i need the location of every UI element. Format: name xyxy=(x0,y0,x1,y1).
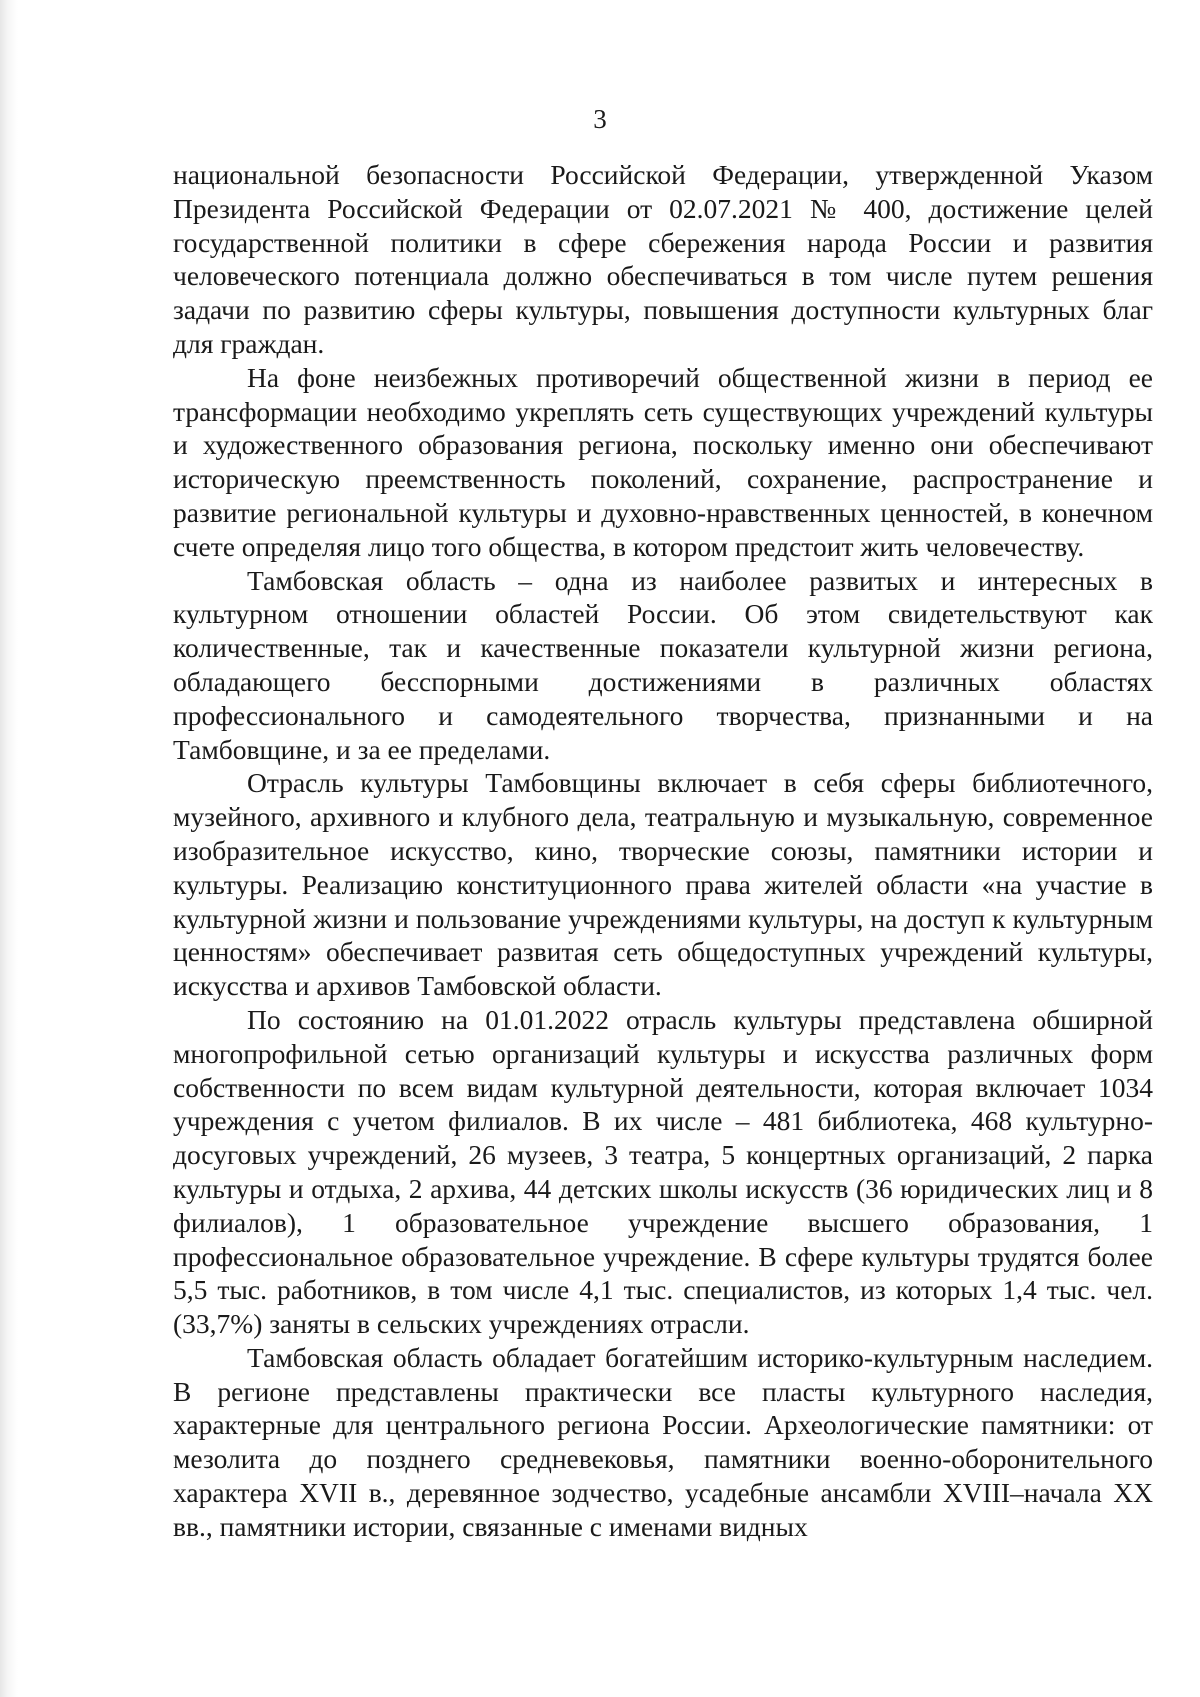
paragraph-tambov-region: Тамбовская область – одна из наиболее развитых и интересных в культурном отношении областей России. Об этом свидетельствуют как количественные, так и качественные показатели культурной жизни региона, обладающего бесспорными достижениями в различных областях профессионального и самодеятельного творчества, признанными и на Тамбовщине, и за ее пределами. xyxy=(173,564,1153,765)
paragraph-culture-sector: Отрасль культуры Тамбовщины включает в себя сферы библиотечного, музейного, архивного и клубного дела, театральную и музыкальную, современное изобразительное искусство, кино, творческие союзы, памятники истории и культуры. Реализацию конституционного права жителей области «на участие в культурной жизни и пользование учреждениями культуры, на доступ к культурным ценностям» обеспечивает развитая сеть общедоступных учреждений культуры, искусства и архивов Тамбовской области. xyxy=(173,767,1153,1002)
paragraph-heritage: Тамбовская область обладает богатейшим историко-культурным наследием. В регионе представлены практически все пласты культурного наследия, характерные для центрального региона России. Археологические памятники: от мезолита до позднего средневековья, памятники военно-оборонительного характера XVII в., деревянное зодчество, усадебные ансамбли XVIII–начала XX вв., памятники истории, связанные с именами видных xyxy=(173,1341,1153,1542)
paragraph-statistics: По состоянию на 01.01.2022 отрасль культуры представлена обширной многопрофильной сетью организаций культуры и искусства различных форм собственности по всем видам культурной деятельности, которая включает 1034 учреждения с учетом филиалов. В их числе – 481 библиотека, 468 культурно-досуговых учреждений, 26 музеев, 3 театра, 5 концертных организаций, 2 парка культуры и отдыха, 2 архива, 44 детских школы искусств (36 юридических лиц и 8 филиалов), 1 образовательное учреждение высшего образования, 1 профессиональное образовательное учреждение. В сфере культуры трудятся более 5,5 тыс. работников, в том числе 4,1 тыс. специалистов, из которых 1,4 тыс. чел. (33,7%) заняты в сельских учреждениях отрасли. xyxy=(173,1003,1153,1340)
scan-edge-shadow xyxy=(0,0,18,1697)
paragraph-cultural-network: На фоне неизбежных противоречий общественной жизни в период ее трансформации необходимо укреплять сеть существующих учреждений культуры и художественного образования региона, поскольку именно они обеспечивают историческую преемственность поколений, сохранение, распространение и развитие региональной культуры и духовно-нравственных ценностей, в конечном счете определяя лицо того общества, в котором предстоит жить человечеству. xyxy=(173,361,1153,562)
paragraph-continuation: национальной безопасности Российской Федерации, утвержденной Указом Президента Российской Федерации от 02.07.2021 № 400, достижение целей государственной политики в сфере сбережения народа России и развития человеческого потенциала должно обеспечиваться в том числе путем решения задачи по развитию сферы культуры, повышения доступности культурных благ для граждан. xyxy=(173,159,1153,359)
document-body xyxy=(173,158,1153,1544)
page-number: 3 xyxy=(593,104,607,134)
